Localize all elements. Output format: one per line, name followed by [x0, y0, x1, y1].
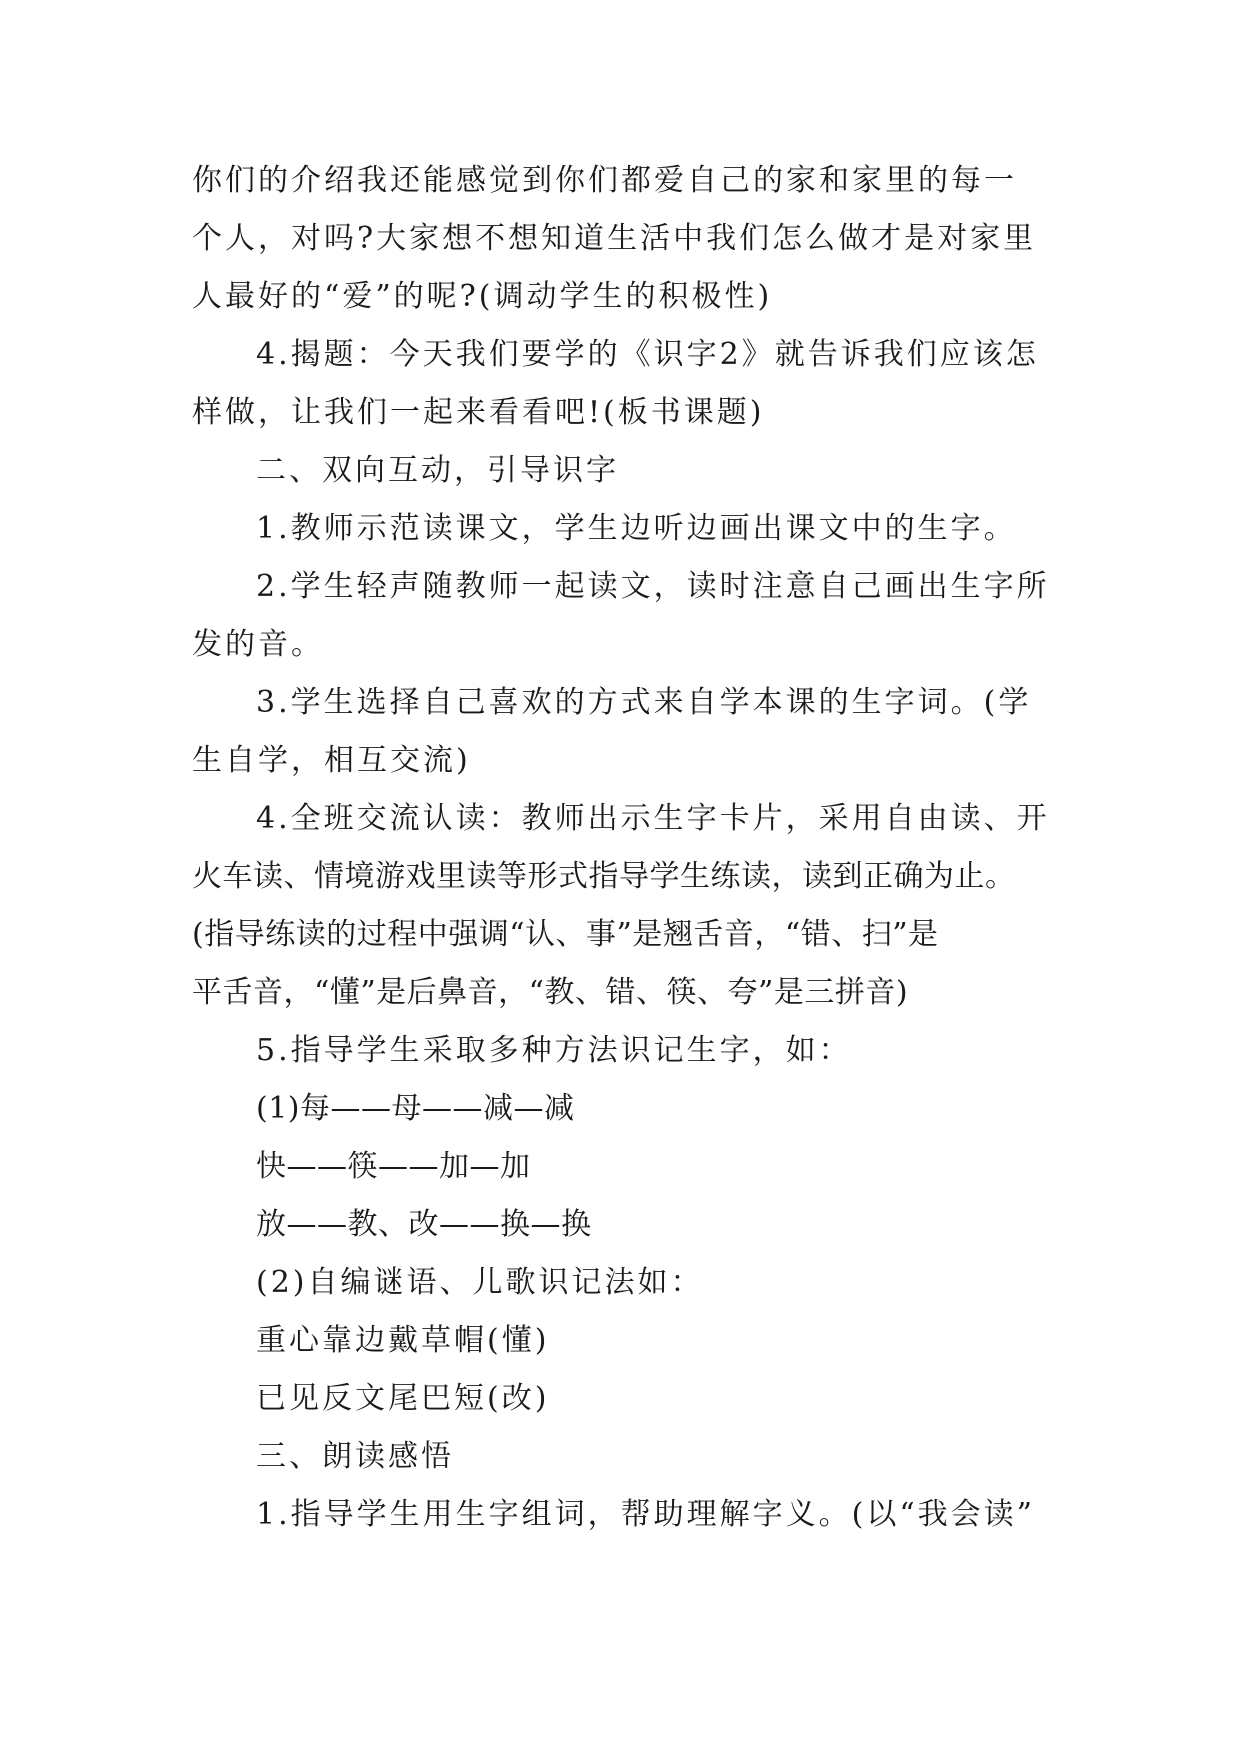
text-line: (2)自编谜语、儿歌识记法如：	[256, 1265, 704, 1300]
text-line: 发的音。	[192, 627, 324, 662]
text-line: 样做，让我们一起来看看吧!(板书课题)	[192, 395, 765, 430]
text-line: (1)每——母——减—减	[256, 1091, 575, 1126]
text-line: 2.学生轻声随教师一起读文，读时注意自己画出生字所	[256, 569, 1050, 604]
text-line: 你们的介绍我还能感觉到你们都爱自己的家和家里的每一	[192, 163, 1017, 198]
section-heading: 三、朗读感悟	[256, 1439, 454, 1474]
text-line: 已见反文尾巴短(改)	[256, 1381, 550, 1416]
text-line: 人最好的“爱”的呢?(调动学生的积极性)	[192, 279, 773, 314]
text-line: (指导练读的过程中强调“认、事”是翘舌音，“错、扫”是	[192, 917, 939, 952]
text-line: 平舌音，“懂”是后鼻音，“教、错、筷、夸”是三拼音)	[192, 975, 909, 1010]
section-heading: 二、双向互动，引导识字	[256, 453, 619, 488]
text-line: 1.指导学生用生字组词，帮助理解字义。(以“我会读”	[256, 1497, 1036, 1532]
text-line: 重心靠边戴草帽(懂)	[256, 1323, 550, 1358]
text-line: 1.教师示范读课文，学生边听边画出课文中的生字。	[256, 511, 1017, 546]
text-line: 4.全班交流认读：教师出示生字卡片，采用自由读、开	[256, 801, 1050, 836]
text-line: 生自学，相互交流)	[192, 743, 471, 778]
text-line: 火车读、情境游戏里读等形式指导学生练读，读到正确为止。	[192, 859, 1016, 894]
text-line: 5.指导学生采取多种方法识记生字，如：	[256, 1033, 852, 1068]
text-line: 4.揭题：今天我们要学的《识字2》就告诉我们应该怎	[256, 337, 1039, 372]
text-line: 快——筷——加—加	[256, 1149, 531, 1184]
text-line: 放——教、改——换—换	[256, 1207, 592, 1242]
text-line: 3.学生选择自己喜欢的方式来自学本课的生字词。(学	[256, 685, 1032, 720]
text-line: 个人，对吗?大家想不想知道生活中我们怎么做才是对家里	[192, 221, 1037, 256]
document-body	[192, 152, 1072, 1544]
